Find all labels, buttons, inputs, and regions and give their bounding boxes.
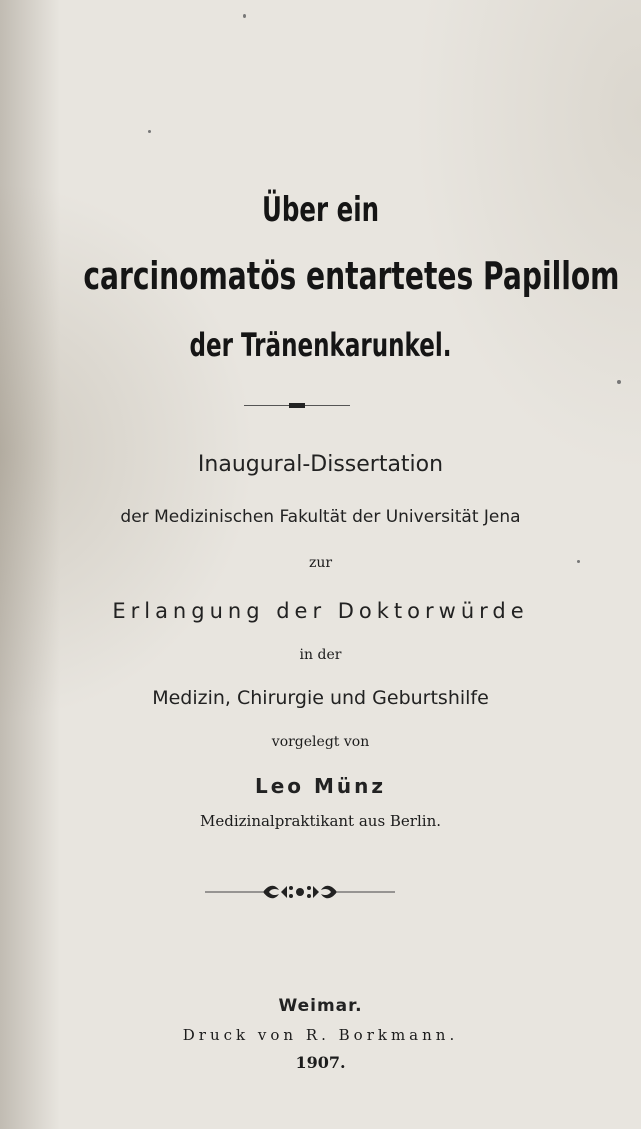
submitted-by-line: vorgelegt von bbox=[271, 734, 370, 750]
speck bbox=[148, 130, 151, 133]
zur-line: zur bbox=[308, 555, 333, 571]
ornament-divider-icon bbox=[205, 880, 395, 904]
dissertation-type: Inaugural-Dissertation bbox=[197, 452, 444, 477]
imprint-year: 1907. bbox=[295, 1053, 346, 1072]
speck bbox=[617, 380, 621, 384]
title-line-1: Über ein bbox=[261, 190, 380, 230]
author-name: Leo Münz bbox=[254, 774, 387, 798]
speck bbox=[243, 14, 246, 18]
author-title: Medizinalpraktikant aus Berlin. bbox=[199, 812, 442, 830]
faculty-line: der Medizinischen Fakultät der Universität Jena bbox=[120, 507, 521, 527]
imprint-city: Weimar. bbox=[278, 996, 363, 1016]
fields-line: Medizin, Chirurgie und Geburtshilfe bbox=[152, 687, 489, 709]
in-der-line: in der bbox=[299, 647, 342, 663]
purpose-line: Erlangung der Doktorwürde bbox=[112, 599, 529, 623]
title-line-3: der Tränenkarunkel. bbox=[189, 326, 452, 364]
imprint-printer: Druck von R. Borkmann. bbox=[182, 1026, 459, 1044]
title-line-2: carcinomatös entartetes Papillom bbox=[83, 254, 620, 298]
